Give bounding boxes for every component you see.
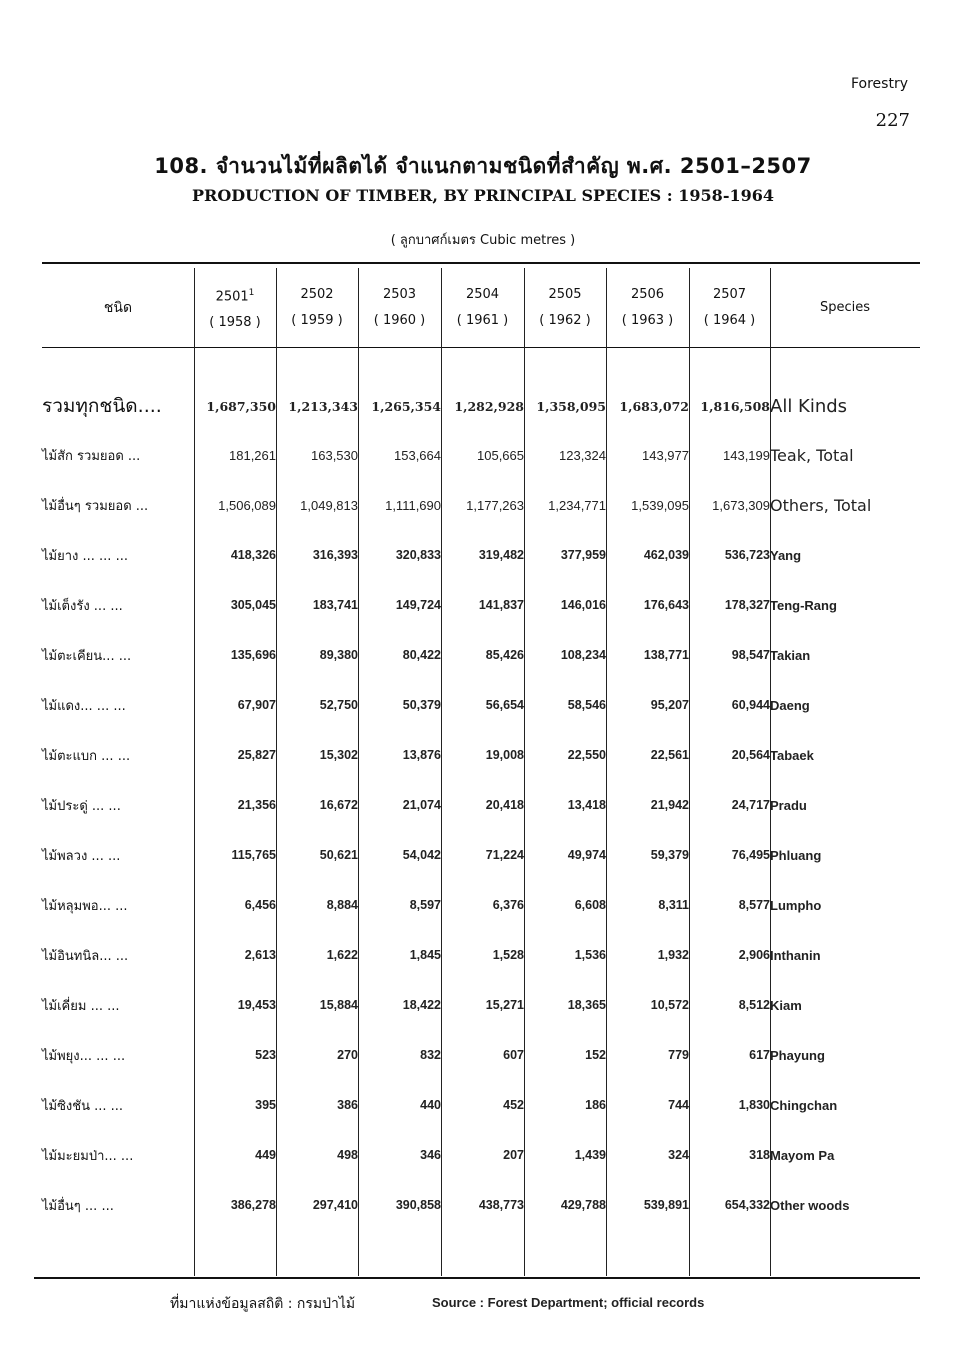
value-cell: 418,326 [230,548,276,562]
value-cell: 8,597 [409,898,441,912]
value-cell: 85,426 [485,648,524,662]
page-number: 227 [875,110,910,131]
value-cell: 377,959 [560,548,606,562]
table-row [42,530,920,580]
value-cell: 95,207 [650,698,689,712]
species-thai: ไม้เคี่ยม ... ... [42,998,120,1014]
value-cell: 1,111,690 [385,497,441,513]
value-cell: 318 [749,1148,770,1162]
value-cell: 1,673,309 [712,497,770,513]
table-row [42,1030,920,1080]
species-thai: ไม้ยาง ... ... ... [42,548,128,564]
value-cell: 50,379 [402,698,441,712]
value-cell: 1,816,508 [700,398,770,414]
species-thai: ไม้พลวง ... ... [42,848,121,864]
value-cell: 13,876 [402,748,441,762]
value-cell: 8,311 [658,898,689,912]
value-cell: 832 [420,1048,441,1062]
table-row [42,580,920,630]
value-cell: 13,418 [567,798,606,812]
species-english: Others, Total [770,495,872,515]
species-english: Kiam [770,997,802,1013]
value-cell: 149,724 [395,598,441,612]
species-english: Phluang [770,847,822,863]
value-cell: 523 [255,1048,276,1062]
value-cell: 135,696 [230,648,276,662]
value-cell: 779 [668,1048,689,1062]
value-cell: 744 [668,1098,689,1112]
species-english: Takian [770,647,811,663]
timber-production-table [42,268,920,1230]
value-cell: 386,278 [230,1198,276,1212]
value-cell: 617 [749,1048,770,1062]
value-cell: 438,773 [478,1198,524,1212]
value-cell: 1,845 [409,948,441,962]
table-row [42,1180,920,1230]
value-cell: 178,327 [724,598,770,612]
value-cell: 186 [585,1098,606,1112]
value-cell: 1,687,350 [206,398,276,414]
value-cell: 1,683,072 [619,398,689,414]
value-cell: 50,621 [319,848,358,862]
species-thai: ไม้มะยมป่า... ... [42,1148,134,1164]
table-row [42,830,920,880]
species-thai: ไม้อินทนิล... ... [42,948,129,964]
value-cell: 320,833 [395,548,441,562]
value-cell: 395 [255,1098,276,1112]
value-cell: 1,049,813 [300,497,358,513]
value-cell: 105,665 [477,447,524,463]
table-row [42,930,920,980]
value-cell: 440 [420,1098,441,1112]
table-top-rule [42,262,920,264]
header-row [42,268,920,348]
value-cell: 21,356 [237,798,276,812]
value-cell: 1,265,354 [371,398,441,414]
value-cell: 8,512 [738,998,770,1012]
species-english: Phayung [770,1047,825,1063]
value-cell: 183,741 [312,598,358,612]
header-year: 2501$^1$ ( 1958 ) [209,287,261,331]
header-year: 2504 ( 1961 ) [456,287,509,328]
header-year: 2507 ( 1964 ) [703,287,756,328]
value-cell: 56,654 [485,698,524,712]
value-cell: 429,788 [560,1198,606,1212]
value-cell: 498 [337,1148,358,1162]
value-cell: 143,977 [642,447,689,463]
table-row [42,880,920,930]
value-cell: 1,177,263 [466,497,524,513]
value-cell: 52,750 [319,698,358,712]
value-cell: 1,622 [326,948,358,962]
value-cell: 1,932 [657,948,689,962]
species-thai: รวมทุกชนิด.... [42,395,162,417]
header-year: 2503 ( 1960 ) [373,287,426,328]
value-cell: 1,282,928 [454,398,524,414]
value-cell: 89,380 [319,648,358,662]
species-english: Pradu [770,797,807,813]
value-cell: 18,422 [402,998,441,1012]
value-cell: 21,942 [650,798,689,812]
species-thai: ไม้ซิงชัน ... ... [42,1098,124,1114]
value-cell: 6,608 [574,898,606,912]
value-cell: 1,213,343 [288,398,358,414]
species-thai: ไม้เต็งรัง ... ... [42,598,123,614]
value-cell: 15,271 [485,998,524,1012]
species-english: Inthanin [770,947,821,963]
species-english: Yang [770,547,802,563]
value-cell: 22,550 [567,748,606,762]
value-cell: 153,664 [394,447,441,463]
header-year: 2505 ( 1962 ) [539,287,591,328]
table-row [42,630,920,680]
value-cell: 143,199 [723,447,770,463]
value-cell: 8,884 [326,898,358,912]
species-english: Chingchan [770,1097,838,1113]
value-cell: 316,393 [312,548,358,562]
value-cell: 146,016 [560,598,606,612]
table-row [42,680,920,730]
species-english: Daeng [770,697,810,713]
table-row [42,730,920,780]
species-english: Teak, Total [770,445,854,465]
value-cell: 21,074 [402,798,441,812]
unit-label: ( ลูกบาศก์เมตร Cubic metres ) [390,233,576,248]
value-cell: 71,224 [485,848,524,862]
value-cell: 452 [503,1098,524,1112]
species-thai: ไม้ประดู่ ... ... [42,798,121,814]
value-cell: 207 [503,1148,524,1162]
value-cell: 58,546 [567,698,606,712]
species-english: Mayom Pa [770,1147,835,1163]
value-cell: 1,358,095 [536,398,606,414]
table-row [42,430,920,480]
value-cell: 76,495 [731,848,770,862]
table-title-thai: 108. จำนวนไม้ที่ผลิตได้ จำแนกตามชนิดที่สำคัญ พ.ศ. 2501–2507 [154,154,812,178]
source-thai: ที่มาแห่งข้อมูลสถิติ : กรมป่าไม้ [170,1296,356,1312]
value-cell: 2,906 [738,948,770,962]
source-english: Source : Forest Department; official records [432,1295,705,1310]
table-row [42,980,920,1030]
value-cell: 20,418 [485,798,524,812]
value-cell: 8,577 [738,898,770,912]
value-cell: 449 [255,1148,276,1162]
header-year: 2506 ( 1963 ) [621,287,674,328]
value-cell: 20,564 [731,748,770,762]
species-thai: ไม้ตะเคียน... ... [42,648,132,664]
value-cell: 6,376 [492,898,524,912]
value-cell: 16,672 [319,798,358,812]
value-cell: 536,723 [724,548,770,562]
value-cell: 123,324 [559,447,606,463]
value-cell: 1,506,089 [218,497,276,513]
species-thai: ไม้สัก รวมยอด ... [42,448,141,464]
table-row [42,382,920,430]
value-cell: 60,944 [731,698,770,712]
value-cell: 19,453 [237,998,276,1012]
header-year: 2502 ( 1959 ) [291,287,343,328]
value-cell: 390,858 [395,1198,441,1212]
table-row [42,1130,920,1180]
value-cell: 654,332 [724,1198,770,1212]
species-thai: ไม้อื่นๆ ... ... [42,1198,114,1214]
value-cell: 98,547 [731,648,770,662]
value-cell: 1,536 [574,948,606,962]
table-row [42,780,920,830]
value-cell: 108,234 [560,648,606,662]
value-cell: 163,530 [311,447,358,463]
species-thai: ไม้หลุมพอ... ... [42,898,128,914]
species-english: Lumpho [770,897,822,913]
value-cell: 607 [503,1048,524,1062]
value-cell: 270 [337,1048,358,1062]
value-cell: 10,572 [650,998,689,1012]
table-title-english: PRODUCTION OF TIMBER, BY PRINCIPAL SPECIES : 1958-1964 [192,186,774,205]
value-cell: 18,365 [567,998,606,1012]
value-cell: 181,261 [229,447,276,463]
value-cell: 176,643 [643,598,689,612]
value-cell: 22,561 [650,748,689,762]
table-bottom-rule [34,1277,920,1279]
value-cell: 19,008 [485,748,524,762]
value-cell: 346 [420,1148,441,1162]
header-thai-species: ชนิด [103,300,133,316]
species-thai: ไม้พยุง... ... ... [42,1048,126,1064]
value-cell: 15,884 [319,998,358,1012]
species-thai: ไม้อื่นๆ รวมยอด ... [42,498,149,514]
species-english: Teng-Rang [770,597,837,613]
value-cell: 115,765 [231,848,276,862]
value-cell: 1,528 [492,948,524,962]
value-cell: 6,456 [244,898,276,912]
value-cell: 462,039 [643,548,689,562]
species-thai: ไม้แดง... ... ... [42,698,126,714]
species-english: Tabaek [770,747,814,763]
value-cell: 539,891 [643,1198,689,1212]
value-cell: 2,613 [244,948,276,962]
species-thai: ไม้ตะแบก ... ... [42,748,131,764]
species-english: All Kinds [770,395,848,417]
value-cell: 1,234,771 [548,497,606,513]
spacer-row [42,348,920,382]
value-cell: 138,771 [643,648,689,662]
value-cell: 54,042 [402,848,441,862]
value-cell: 80,422 [402,648,441,662]
value-cell: 324 [668,1148,689,1162]
value-cell: 25,827 [237,748,276,762]
value-cell: 24,717 [731,798,770,812]
value-cell: 386 [337,1098,358,1112]
table-row [42,1080,920,1130]
value-cell: 1,830 [738,1098,770,1112]
species-english: Other woods [770,1197,850,1213]
value-cell: 152 [585,1048,606,1062]
value-cell: 305,045 [230,598,276,612]
value-cell: 15,302 [319,748,358,762]
value-cell: 297,410 [312,1198,358,1212]
section-label: Forestry [850,76,908,92]
value-cell: 319,482 [478,548,524,562]
table-row [42,480,920,530]
value-cell: 59,379 [650,848,689,862]
value-cell: 1,439 [574,1148,606,1162]
value-cell: 141,837 [478,598,524,612]
header-species: Species [819,300,871,315]
value-cell: 49,974 [567,848,606,862]
value-cell: 67,907 [237,698,276,712]
value-cell: 1,539,095 [631,497,689,513]
